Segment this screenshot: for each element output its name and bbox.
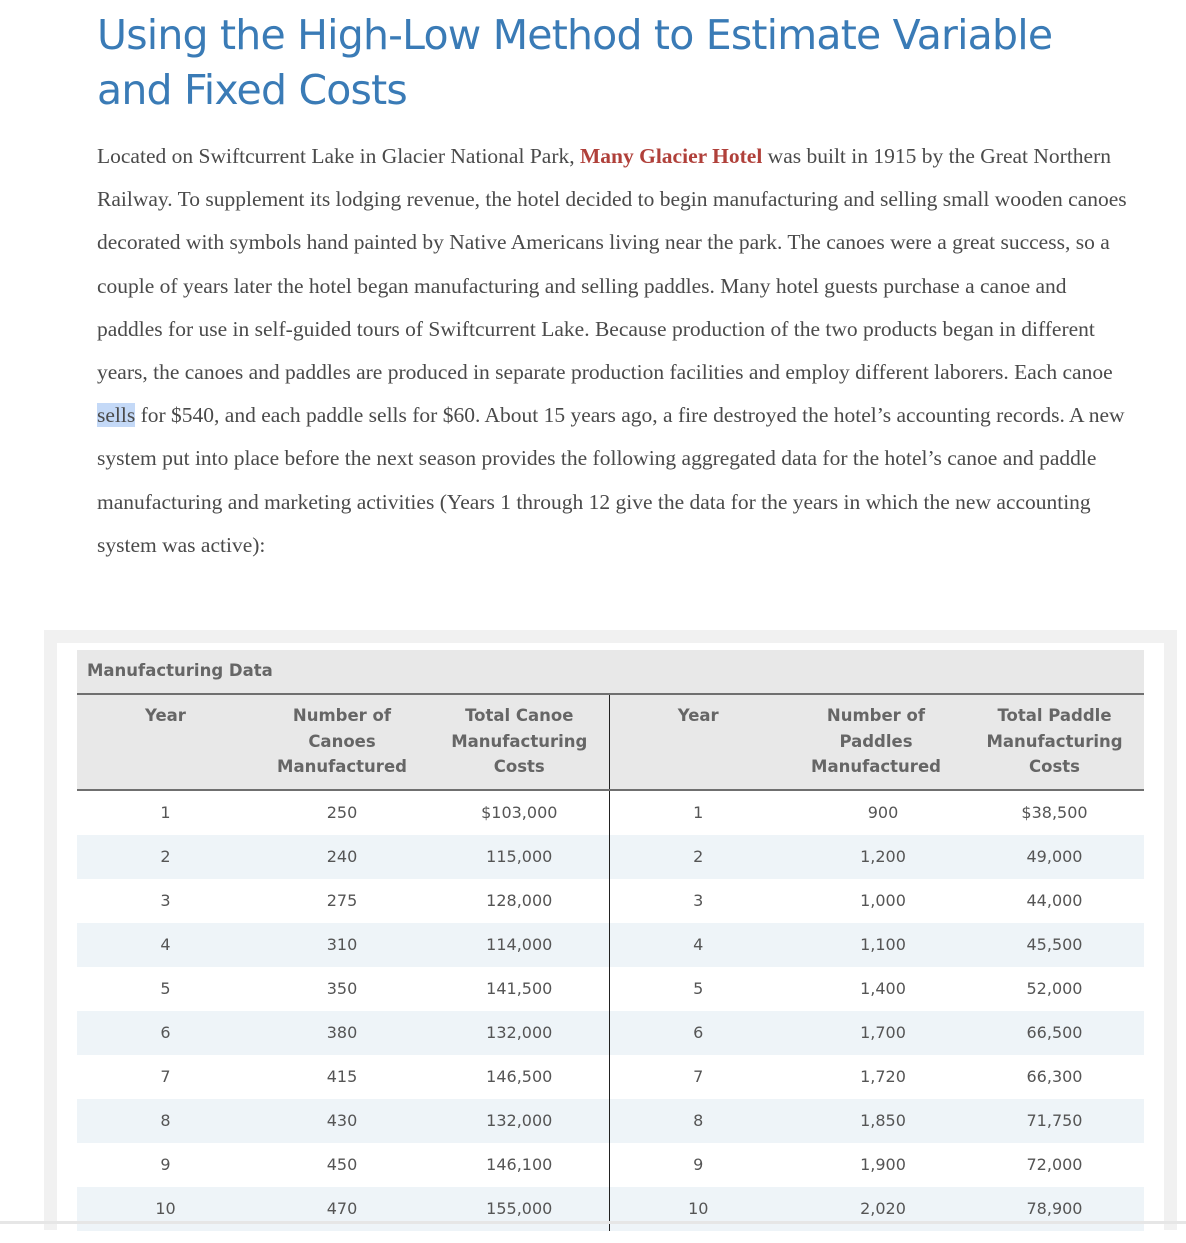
cell-paddles-manufactured: 1,100: [787, 923, 965, 967]
cell-canoes-manufactured: 470: [254, 1187, 430, 1231]
intro-text-part1: Located on Swiftcurrent Lake in Glacier National Park,: [97, 144, 580, 168]
cell-canoe-costs: 141,500: [486, 979, 553, 998]
cell-paddle-costs: 45,500: [965, 923, 1144, 967]
cell-canoes-manufactured: 275: [326, 891, 358, 910]
selected-text[interactable]: sells: [97, 403, 136, 428]
cell-paddles-manufactured: 1,850: [787, 1099, 965, 1143]
cell-canoe-year: 10: [77, 1187, 254, 1231]
cell-canoe-costs: 155,000: [430, 1187, 609, 1231]
cell-canoe-costs: 132,000: [430, 1099, 609, 1143]
table-row: [77, 1143, 1144, 1187]
cell-paddle-year: 8: [609, 1099, 787, 1143]
cell-paddle-year: 5: [609, 967, 787, 1011]
cell-paddle-costs: 52,000: [1026, 979, 1083, 998]
intro-paragraph: [97, 135, 1137, 567]
cell-canoes-manufactured: 350: [326, 979, 358, 998]
header-canoe-year: Year: [77, 695, 254, 790]
cell-canoes-manufactured: 250: [326, 803, 358, 822]
cell-paddle-year: 1: [609, 790, 787, 835]
cell-canoe-year: 6: [77, 1011, 254, 1055]
cell-paddle-costs: 44,000: [1026, 891, 1083, 910]
cell-canoe-costs: 146,100: [486, 1155, 553, 1174]
cell-canoe-year: 2: [77, 835, 254, 879]
intro-text-part2: was built in 1915 by the Great Northern Railway. To supplement its lodging revenue, the hotel decided to begin manufacturing and selling small wooden canoes decorated with symbols hand painted by Native Americans living near the park. The canoes were a great success, so a couple of years later the hotel began manufacturing and selling paddles. Many hotel guests purchase a canoe and paddles for use in self-guided tours of Swiftcurrent Lake. Because production of the two products began in different years, the canoes and paddles are produced in separate production facilities and employ different laborers. Each canoe: [97, 144, 1127, 385]
cell-paddle-year: 3: [609, 879, 787, 923]
cell-paddles-manufactured: 2,020: [787, 1187, 965, 1231]
table-row: [77, 879, 1144, 923]
table-row: [77, 790, 1144, 835]
table-header-row: [77, 695, 1144, 790]
cell-canoe-year: 7: [160, 1067, 171, 1086]
cell-paddle-costs: 71,750: [965, 1099, 1144, 1143]
header-paddle-costs: Total Paddle Manufacturing Costs: [965, 695, 1144, 790]
header-canoe-costs: Total Canoe Manufacturing Costs: [430, 695, 609, 790]
cell-canoes-manufactured: 240: [254, 835, 430, 879]
cell-paddles-manufactured: 1,900: [860, 1155, 906, 1174]
cell-paddle-costs: 66,300: [1026, 1067, 1083, 1086]
cell-canoe-costs: $103,000: [481, 803, 558, 822]
cell-canoes-manufactured: 310: [254, 923, 430, 967]
cell-paddles-manufactured: 900: [867, 803, 899, 822]
cell-paddle-costs: 66,500: [965, 1011, 1144, 1055]
cell-canoe-year: 9: [160, 1155, 171, 1174]
cell-paddles-manufactured: 1,720: [860, 1067, 906, 1086]
cell-canoe-year: 4: [77, 923, 254, 967]
cell-paddles-manufactured: 1,000: [860, 891, 906, 910]
cell-canoe-costs: 128,000: [486, 891, 553, 910]
header-paddle-year: Year: [609, 695, 787, 790]
cell-canoe-year: 1: [160, 803, 171, 822]
cell-paddle-costs: $38,500: [1021, 803, 1088, 822]
table-row: [77, 1055, 1144, 1099]
hotel-name: Many Glacier Hotel: [579, 144, 763, 168]
table-caption: Manufacturing Data: [77, 650, 1144, 695]
cell-paddles-manufactured: 1,400: [860, 979, 906, 998]
table-row: [77, 1099, 1144, 1143]
table-row: [77, 835, 1144, 879]
cell-paddle-year: 7: [609, 1055, 787, 1099]
table-row: [77, 967, 1144, 1011]
intro-text-part3: for $540, and each paddle sells for $60. About 15 years ago, a fire destroyed the hotel’s accounting records. A new system put into place before the next season provides the following aggregated data for the hotel’s canoe and paddle manufacturing and marketing activities (Years 1 through 12 give the data for the years in which the new accounting system was active):: [97, 403, 1125, 557]
cell-canoe-year: 5: [160, 979, 171, 998]
cell-canoe-costs: 132,000: [430, 1011, 609, 1055]
header-paddles-manufactured: Number of Paddles Manufactured: [787, 695, 965, 790]
cell-paddle-costs: 78,900: [965, 1187, 1144, 1231]
header-canoes-manufactured: Number of Canoes Manufactured: [254, 695, 430, 790]
cell-canoes-manufactured: 415: [326, 1067, 358, 1086]
cell-paddle-year: 6: [609, 1011, 787, 1055]
page-title: Using the High-Low Method to Estimate Variable and Fixed Costs: [97, 11, 1053, 114]
cell-paddle-year: 10: [609, 1187, 787, 1231]
cell-canoe-year: 3: [160, 891, 171, 910]
cell-canoes-manufactured: 450: [326, 1155, 358, 1174]
table-row: [77, 923, 1144, 967]
cell-paddle-costs: 72,000: [1026, 1155, 1083, 1174]
cell-paddle-year: 2: [609, 835, 787, 879]
manufacturing-data-table: [77, 650, 1144, 1231]
table-panel: [57, 643, 1164, 1243]
cell-canoe-costs: 146,500: [486, 1067, 553, 1086]
cell-canoes-manufactured: 430: [254, 1099, 430, 1143]
cell-canoes-manufactured: 380: [254, 1011, 430, 1055]
cell-paddles-manufactured: 1,200: [787, 835, 965, 879]
cell-canoe-year: 8: [77, 1099, 254, 1143]
cell-paddles-manufactured: 1,700: [787, 1011, 965, 1055]
cell-canoe-costs: 115,000: [430, 835, 609, 879]
cell-paddle-year: 9: [609, 1143, 787, 1187]
cell-paddle-costs: 49,000: [965, 835, 1144, 879]
table-frame: [44, 630, 1177, 1230]
cell-paddle-year: 4: [609, 923, 787, 967]
table-row: [77, 1011, 1144, 1055]
cell-canoe-costs: 114,000: [430, 923, 609, 967]
